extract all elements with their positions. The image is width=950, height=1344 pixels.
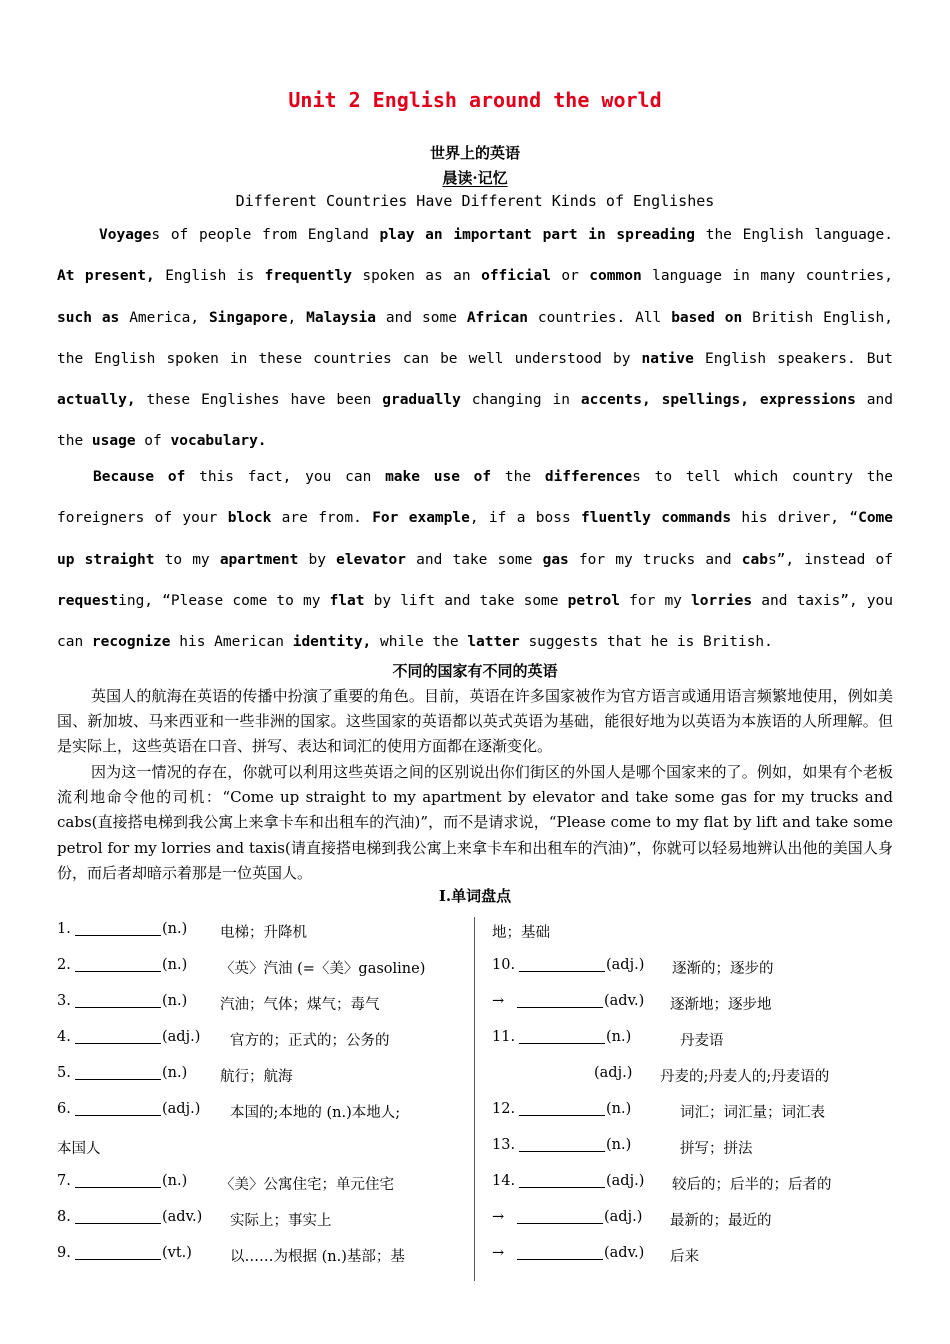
- passage-text: to my: [154, 551, 220, 568]
- vocab-number: 11.: [492, 1029, 516, 1045]
- vocab-item: [492, 1065, 892, 1087]
- part-of-speech: (n.): [162, 921, 188, 937]
- vocab-number: 14.: [492, 1173, 516, 1189]
- part-of-speech: (n.): [162, 993, 188, 1009]
- vocab-meaning: 逐渐的；逐步的: [672, 961, 774, 977]
- vocab-meaning: 后来: [670, 1249, 699, 1265]
- section-morning-reading: 晨读·记忆: [442, 169, 508, 187]
- vocab-item: [57, 993, 467, 1015]
- passage-text: his driver, “: [731, 510, 859, 527]
- part-of-speech: (n.): [162, 1065, 188, 1081]
- key-phrase: native: [641, 350, 694, 367]
- passage-text: suggests that he is British.: [519, 634, 773, 651]
- passage-text: s of people from England: [151, 227, 380, 243]
- passage-text: his American: [170, 634, 293, 651]
- vocab-item: [492, 1029, 892, 1051]
- vocab-number: →: [492, 993, 505, 1009]
- passage-text: s”, instead of: [767, 551, 894, 568]
- key-phrase: accents, spellings, expressions: [580, 392, 856, 409]
- key-phrase: recognize: [91, 634, 171, 651]
- part-of-speech: (adj.): [162, 1029, 201, 1045]
- vocab-item: [492, 1245, 892, 1267]
- translation-paragraph-2: 因为这一情况的存在，你就可以利用这些英语之间的区别说出你们街区的外国人是哪个国家来的了。例如，如果有个老板流利地命令他的司机：“Come up straight to my apartment by elevator and take some gas for my trucks and cabs(直接搭电梯到我公寓上来拿卡车和出租车的汽油)”，而不是请求说，“Please come to my flat by lift and take some petrol for my lorries and taxis(请直接搭电梯到我公寓上来拿卡车和出租车的汽油)”，你就可以轻易地辨认出他的美国人身份，而后者却暗示着那是一位英国人。: [57, 763, 893, 882]
- vocab-number: 8.: [57, 1209, 71, 1225]
- vocab-number: 12.: [492, 1101, 516, 1117]
- vocab-item: [57, 1245, 467, 1267]
- key-phrase: gas: [542, 551, 569, 568]
- key-phrase: Malaysia: [306, 309, 377, 326]
- part-of-speech: (n.): [606, 1029, 632, 1045]
- part-of-speech: (vt.): [162, 1245, 192, 1261]
- part-of-speech: (adj.): [606, 1173, 645, 1189]
- passage-text: ing, “Please come to my: [118, 592, 330, 609]
- page-title: Unit 2 English around the world: [288, 88, 662, 112]
- answer-blank[interactable]: [75, 1245, 161, 1260]
- key-phrase: such as: [57, 309, 120, 326]
- answer-blank[interactable]: [75, 1101, 161, 1116]
- passage-text: ,: [287, 309, 307, 326]
- passage-text: and some: [376, 309, 467, 326]
- key-phrase: usage: [91, 433, 136, 450]
- vocab-meaning: 拼写；拼法: [680, 1141, 753, 1157]
- answer-blank[interactable]: [519, 1137, 605, 1152]
- vocab-meaning: 丹麦的;丹麦人的;丹麦语的: [660, 1069, 830, 1085]
- key-phrase: Singapore: [208, 309, 288, 326]
- passage-text: for my trucks and: [568, 551, 742, 568]
- column-divider: [474, 917, 475, 1281]
- translation-paragraph-1: 英国人的航海在英语的传播中扮演了重要的角色。目前，英语在许多国家被作为官方语言或通用语言频繁地使用，例如美国、新加坡、马来西亚和一些非洲的国家。这些国家的英语都以英式英语为基础，能很好地为以英语为本族语的人所理解。但是实际上，这些英语在口音、拼写、表达和词汇的使用方面都在逐渐变化。: [57, 687, 893, 756]
- vocab-item: [492, 1173, 892, 1195]
- key-phrase: African: [466, 309, 528, 326]
- part-of-speech: (adv.): [162, 1209, 203, 1225]
- answer-blank[interactable]: [519, 1029, 605, 1044]
- key-phrase: lorries: [691, 592, 753, 609]
- answer-blank[interactable]: [519, 957, 605, 972]
- vocab-meaning: 电梯；升降机: [220, 925, 307, 941]
- passage-text: the English language.: [695, 227, 893, 243]
- vocab-item: [57, 1209, 467, 1231]
- key-phrase: elevator: [336, 551, 406, 568]
- vocab-meaning: 航行；航海: [220, 1069, 293, 1085]
- passage-text: for my: [620, 592, 692, 609]
- vocab-number: 4.: [57, 1029, 71, 1045]
- vocab-item: [492, 957, 892, 979]
- answer-blank[interactable]: [75, 993, 161, 1008]
- key-phrase: At present,: [57, 268, 155, 285]
- vocab-item: [492, 1209, 892, 1231]
- passage-text: while the: [371, 634, 468, 651]
- vocab-item: [492, 993, 892, 1015]
- vocab-meaning: 本国的;本地的 (n.)本地人;: [230, 1105, 401, 1121]
- vocab-meaning: 以……为根据 (n.)基部；基: [230, 1249, 405, 1265]
- key-phrase: Voyage: [99, 227, 152, 243]
- answer-blank[interactable]: [75, 1029, 161, 1044]
- vocab-meaning: 官方的；正式的；公务的: [230, 1033, 390, 1049]
- answer-blank[interactable]: [75, 1065, 161, 1080]
- passage-text: are from.: [271, 510, 373, 527]
- part-of-speech: (adj.): [162, 1101, 201, 1117]
- vocab-meaning: 〈英〉汽油 (=〈美〉gasoline): [220, 961, 426, 977]
- key-phrase: Come up straight: [57, 510, 894, 568]
- key-phrase: based on: [671, 309, 743, 326]
- passage-text: countries. All: [527, 309, 672, 326]
- part-of-speech: (adj.): [604, 1209, 643, 1225]
- passage-text: and the: [57, 392, 893, 450]
- vocab-meaning: 本国人: [57, 1141, 101, 1157]
- vocab-section-title: I.单词盘点: [438, 887, 512, 905]
- vocab-meaning: 最新的；最近的: [670, 1213, 772, 1229]
- passage-text: British English, the English spoken in these countries can be well understood by: [57, 309, 893, 367]
- passage-text: spoken as an: [351, 268, 482, 285]
- vocab-number: 1.: [57, 921, 71, 937]
- vocab-item: [57, 1173, 467, 1195]
- passage-paragraph-2: [57, 457, 893, 663]
- key-phrase: gradually: [382, 392, 461, 409]
- chinese-subtitle: 世界上的英语: [429, 144, 520, 162]
- translation-title: 不同的国家有不同的英语: [392, 662, 558, 680]
- key-phrase: common: [589, 268, 642, 285]
- part-of-speech: (adj.): [606, 957, 645, 973]
- key-phrase: make use of: [385, 469, 492, 485]
- vocab-item: [492, 1101, 892, 1123]
- vocab-number: →: [492, 1245, 505, 1261]
- vocab-number: 7.: [57, 1173, 71, 1189]
- vocab-meaning: 实际上；事实上: [230, 1213, 332, 1229]
- vocab-number: 2.: [57, 957, 71, 973]
- key-phrase: actually,: [57, 392, 136, 409]
- key-phrase: identity,: [292, 634, 372, 651]
- key-phrase: cab: [741, 551, 768, 568]
- answer-blank[interactable]: [75, 921, 161, 936]
- part-of-speech: (n.): [162, 1173, 188, 1189]
- part-of-speech: (adv.): [604, 1245, 645, 1261]
- vocab-item: [57, 1029, 467, 1051]
- answer-blank[interactable]: [517, 1209, 603, 1224]
- passage-text: this fact, you can: [185, 469, 386, 485]
- key-phrase: For example: [372, 510, 470, 527]
- answer-blank[interactable]: [75, 957, 161, 972]
- passage-text: language in many countries,: [641, 268, 893, 285]
- key-phrase: difference: [544, 469, 633, 485]
- vocab-item: [492, 921, 892, 943]
- vocab-item: [57, 1137, 467, 1159]
- vocab-item: [57, 1101, 467, 1123]
- key-phrase: latter: [467, 634, 520, 651]
- vocab-number: 6.: [57, 1101, 71, 1117]
- passage-text: the: [491, 469, 545, 485]
- passage-text: of: [135, 433, 171, 450]
- part-of-speech: (n.): [162, 957, 188, 973]
- part-of-speech: (n.): [606, 1101, 632, 1117]
- passage-paragraph-1: [57, 215, 893, 463]
- passage-title: Different Countries Have Different Kinds of Englishes: [235, 192, 715, 210]
- vocab-meaning: 较后的；后半的；后者的: [672, 1177, 832, 1193]
- key-phrase: petrol: [567, 592, 621, 609]
- key-phrase: Because of: [93, 469, 186, 485]
- answer-blank[interactable]: [517, 993, 603, 1008]
- vocab-item: [492, 1137, 892, 1159]
- passage-text: and taxis”, you can: [57, 592, 893, 651]
- key-phrase: block: [227, 510, 272, 527]
- vocab-meaning: 词汇；词汇量；词汇表: [680, 1105, 825, 1121]
- answer-blank[interactable]: [519, 1101, 605, 1116]
- part-of-speech: (adj.): [594, 1065, 633, 1081]
- answer-blank[interactable]: [75, 1209, 161, 1224]
- key-phrase: play an important part in spreading: [379, 227, 695, 243]
- key-phrase: apartment: [219, 551, 299, 568]
- vocab-number: 5.: [57, 1065, 71, 1081]
- passage-text: these Englishes have been: [135, 392, 383, 409]
- vocab-number: →: [492, 1209, 505, 1225]
- passage-text: , if a boss: [469, 510, 582, 527]
- answer-blank[interactable]: [517, 1245, 603, 1260]
- key-phrase: vocabulary.: [170, 433, 267, 450]
- vocab-meaning: 地；基础: [492, 925, 550, 941]
- passage-text: or: [550, 268, 590, 285]
- vocab-number: 3.: [57, 993, 71, 1009]
- vocab-item: [57, 957, 467, 979]
- part-of-speech: (adv.): [604, 993, 645, 1009]
- passage-text: changing in: [460, 392, 581, 409]
- vocab-number: 13.: [492, 1137, 516, 1153]
- vocab-meaning: 〈美〉公寓住宅；单元住宅: [220, 1177, 394, 1193]
- key-phrase: flat: [329, 592, 365, 609]
- answer-blank[interactable]: [519, 1173, 605, 1188]
- passage-text: by: [298, 551, 337, 568]
- vocab-item: [57, 921, 467, 943]
- passage-text: English speakers. But: [693, 350, 893, 367]
- passage-text: America,: [119, 309, 209, 326]
- key-phrase: frequently: [264, 268, 352, 285]
- vocab-meaning: 汽油；气体；煤气；毒气: [220, 997, 380, 1013]
- vocab-meaning: 逐渐地；逐步地: [670, 997, 772, 1013]
- passage-text: s to tell which country the foreigners of your: [57, 469, 893, 527]
- vocab-number: 10.: [492, 957, 516, 973]
- passage-text: and take some: [405, 551, 543, 568]
- part-of-speech: (n.): [606, 1137, 632, 1153]
- answer-blank[interactable]: [75, 1173, 161, 1188]
- key-phrase: request: [57, 592, 119, 609]
- key-phrase: official: [481, 268, 551, 285]
- vocab-number: 9.: [57, 1245, 71, 1261]
- vocab-meaning: 丹麦语: [680, 1033, 724, 1049]
- passage-text: English is: [154, 268, 265, 285]
- key-phrase: fluently commands: [581, 510, 732, 527]
- vocab-item: [57, 1065, 467, 1087]
- passage-text: by lift and take some: [364, 592, 568, 609]
